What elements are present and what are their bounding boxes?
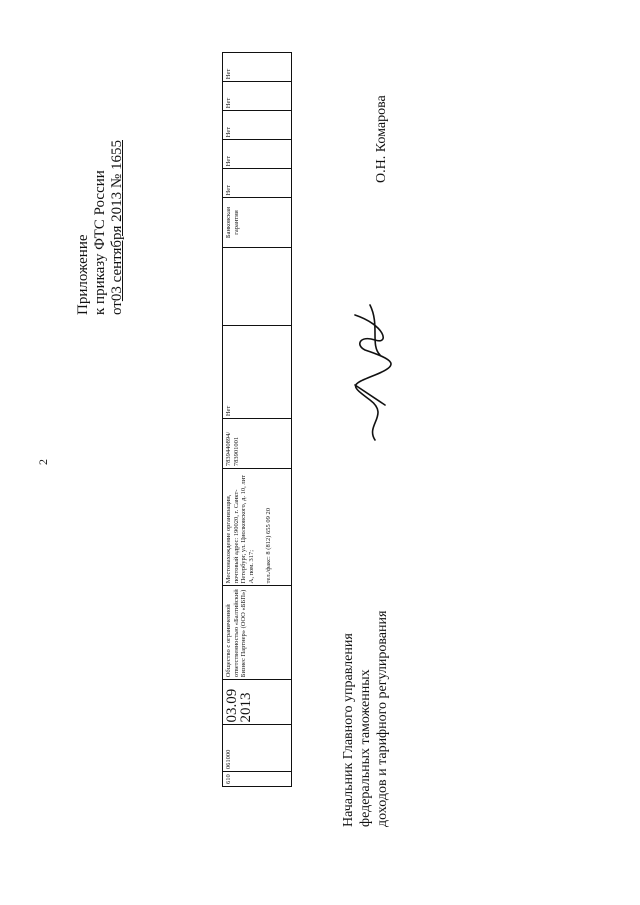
signature-image xyxy=(335,295,405,445)
address-text: Местонахождение организации, почтовый адрес: 190020, г. Санкт-Петербург, ул. Циолковского, д. 10, лит А, пом. 317; xyxy=(225,475,255,584)
signatory-title-line3: доходов и тарифного регулирования xyxy=(375,610,390,827)
cell-n4: Нет xyxy=(223,82,292,111)
cell-date xyxy=(223,680,292,725)
page-number: 2 xyxy=(36,459,50,465)
cell-org-name: Общество с ограниченной ответственностью «Балтийский Бизнес Партнер» (ООО «ББП») xyxy=(223,586,292,680)
cell-guarantee: Банковская гарантия xyxy=(223,198,292,247)
signatory-title xyxy=(340,611,391,827)
signatory-title-line2: федеральных таможенных xyxy=(358,669,373,827)
appendix-date-line xyxy=(109,140,126,315)
appendix-header xyxy=(75,140,126,315)
date-prefix: от xyxy=(109,301,125,315)
signatory-title-line1: Начальник Главного управления xyxy=(341,633,356,827)
cell-inn-kpp: 7839440894/ 783901001 xyxy=(223,419,292,469)
order-date: 03 сентября 2013 xyxy=(109,191,125,302)
cell-address xyxy=(223,469,292,586)
date-text: 03.09 2013 xyxy=(224,688,254,723)
cell-none: Нет xyxy=(223,326,292,419)
cell-n5: Нет xyxy=(223,53,292,82)
order-number: № 1655 xyxy=(109,140,125,192)
cell-n3: Нет xyxy=(223,111,292,140)
cell-n1: Нет xyxy=(223,169,292,198)
cell-empty xyxy=(223,247,292,326)
table-row xyxy=(223,53,292,787)
appendix-title: Приложение xyxy=(75,234,91,315)
cell-n2: Нет xyxy=(223,140,292,169)
cell-code: 061000 xyxy=(223,725,292,772)
cell-row-number: 610 xyxy=(223,772,292,787)
appendix-order: к приказу ФТС России xyxy=(92,170,108,315)
registry-table xyxy=(222,52,292,787)
phone-text: тел./факс: 8 (812) 655 09 20 xyxy=(265,507,272,584)
signatory-name: О.Н. Комарова xyxy=(374,95,389,183)
